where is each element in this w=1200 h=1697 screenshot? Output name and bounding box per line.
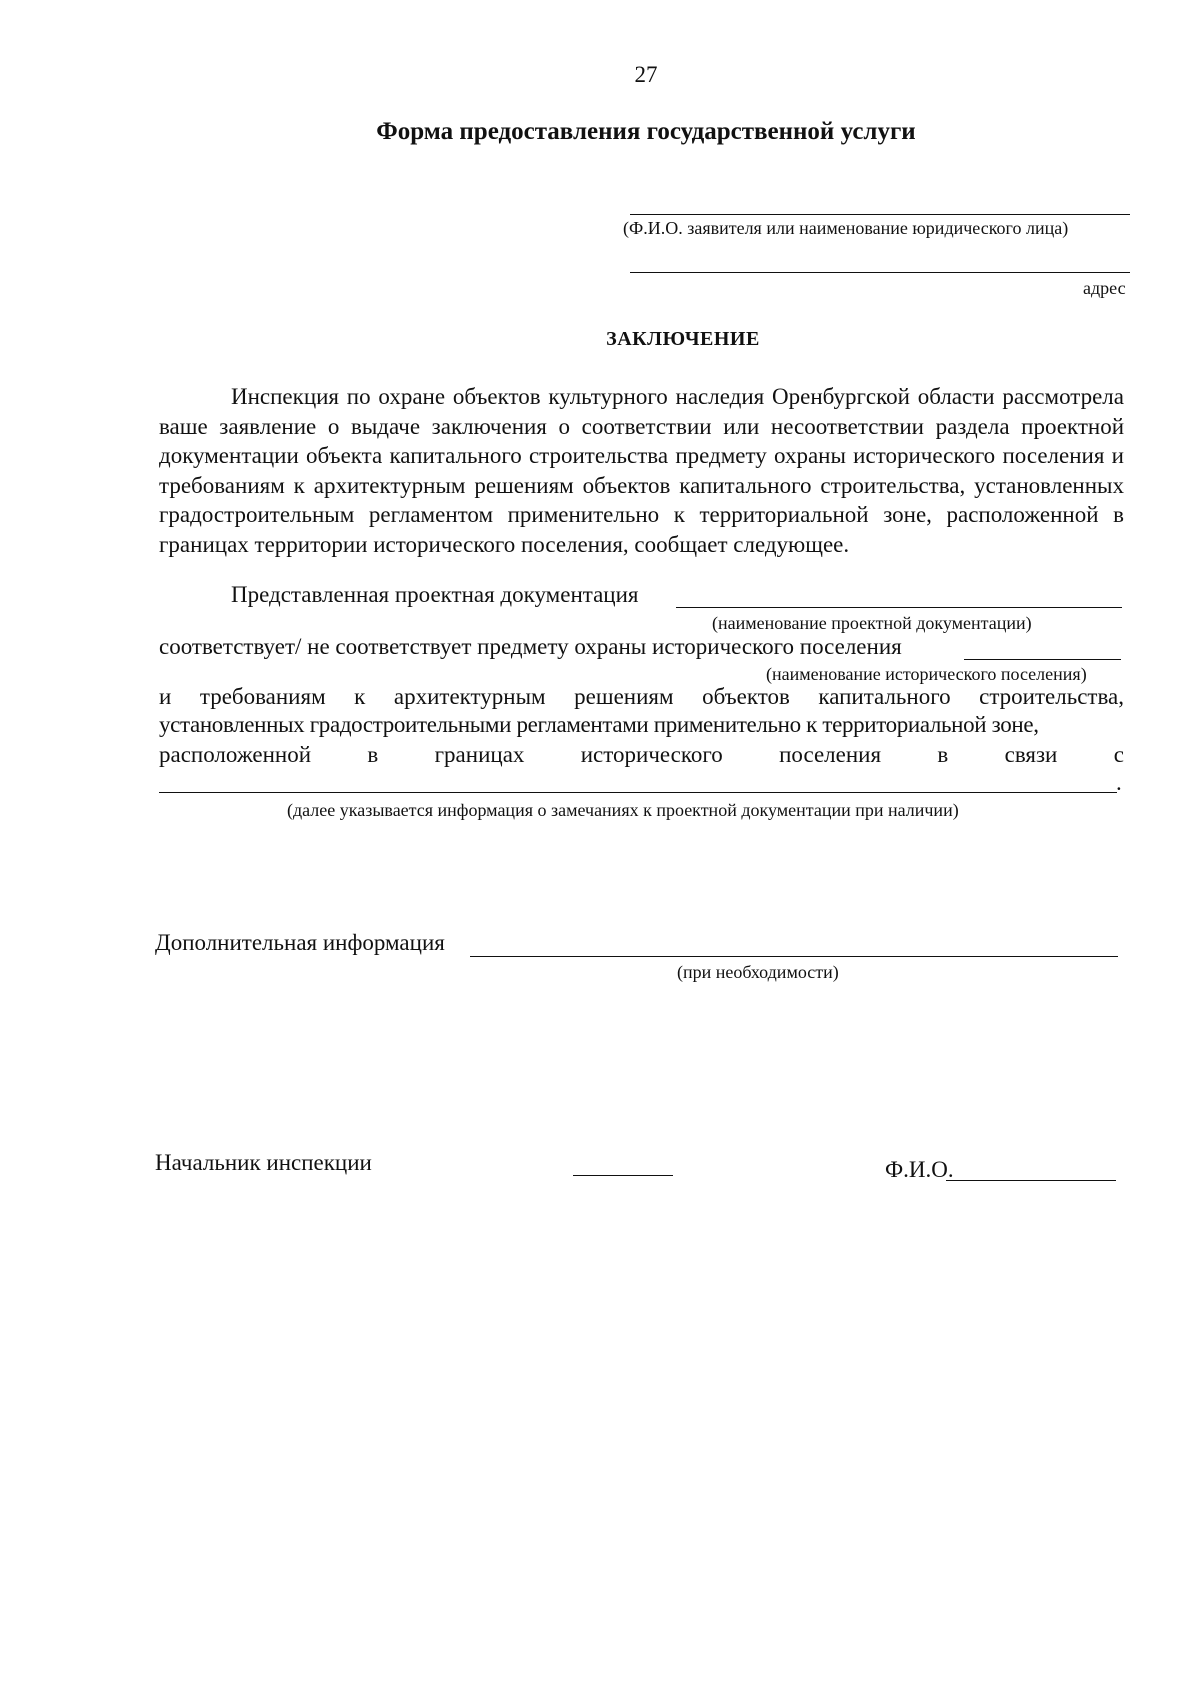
page-number: 27: [634, 62, 658, 87]
additional-info-field[interactable]: [470, 956, 1118, 957]
fio-label: Ф.И.О.: [885, 1157, 954, 1182]
additional-info-label: Дополнительная информация: [155, 930, 445, 955]
remarks-end-mark: .: [1116, 770, 1122, 795]
signature-field[interactable]: [573, 1175, 673, 1176]
remarks-field[interactable]: [159, 792, 1117, 793]
requirements-line-3: [159, 742, 1124, 768]
line3-word: расположенной: [159, 742, 312, 767]
applicant-address-line[interactable]: [630, 272, 1130, 273]
additional-info-caption: (при необходимости): [677, 962, 839, 982]
project-doc-label: Представленная проектная документация: [231, 582, 639, 607]
signatory-position: Начальник инспекции: [155, 1150, 372, 1175]
compliance-text: соответствует/ не соответствует предмету охраны исторического поселения: [159, 634, 902, 659]
line3-word: исторического: [580, 742, 723, 767]
form-title: Форма предоставления государственной услуги: [376, 118, 916, 145]
intro-paragraph: Инспекция по охране объектов культурного наследия Оренбургской области рассмотрела ваше заявление о выдаче заключения о соответствии или несоответствии раздела проектной документации объекта капитального строительства предмету охраны исторического поселения и требованиям к архитектурным решениям объектов капитального строительства, установленных градостроительным регламентом применительно к территориальной зоне, расположенной в границах территории исторического поселения, сообщает следующее.: [159, 384, 1124, 557]
remarks-caption: (далее указывается информация о замечаниях к проектной документации при наличии): [287, 800, 959, 820]
line3-word: в: [367, 742, 379, 767]
line3-word: поселения: [779, 742, 882, 767]
project-doc-field[interactable]: [676, 607, 1122, 608]
line3-word: связи: [1004, 742, 1058, 767]
project-doc-caption: (наименование проектной документации): [712, 613, 1032, 633]
line3-word: в: [937, 742, 949, 767]
applicant-address-caption: адрес: [1083, 278, 1126, 298]
fio-field[interactable]: [946, 1180, 1116, 1181]
document-heading: ЗАКЛЮЧЕНИЕ: [606, 328, 760, 350]
historic-settlement-field[interactable]: [964, 659, 1121, 660]
applicant-name-line[interactable]: [630, 214, 1130, 215]
requirements-line-1: и требованиям к архитектурным решениям объектов капитального строительства,: [159, 684, 1124, 709]
line3-word: границах: [434, 742, 525, 767]
line3-word: с: [1113, 742, 1124, 767]
applicant-name-caption: (Ф.И.О. заявителя или наименование юридического лица): [623, 218, 1069, 238]
requirements-line-2: установленных градостроительными регламентами применительно к территориальной зоне,: [159, 712, 1039, 737]
historic-settlement-caption: (наименование исторического поселения): [766, 664, 1087, 684]
